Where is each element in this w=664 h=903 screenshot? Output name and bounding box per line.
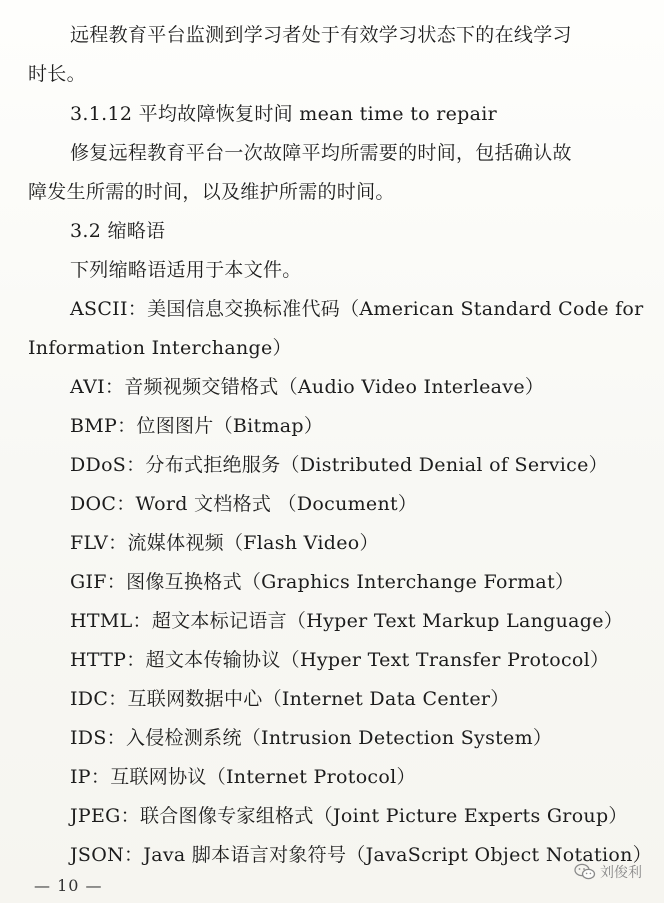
abbreviation-entry: BMP：位图图片（Bitmap） [70, 415, 324, 437]
abbreviation-entry: HTML：超文本标记语言（Hyper Text Markup Language） [70, 610, 624, 632]
abbreviation-entry: FLV：流媒体视频（Flash Video） [70, 532, 379, 554]
abbreviation-entry: JPEG：联合图像专家组格式（Joint Picture Experts Group） [70, 805, 628, 827]
abbreviation-entry: JSON：Java 脚本语言对象符号（JavaScript Object Notation） [70, 844, 652, 866]
paragraph-line: 时长。 [28, 63, 86, 85]
paragraph-line: 下列缩略语适用于本文件。 [70, 259, 302, 281]
paragraph-line: 障发生所需的时间，以及维护所需的时间。 [28, 181, 395, 203]
paragraph-line: 远程教育平台监测到学习者处于有效学习状态下的在线学习 [70, 24, 572, 46]
abbreviation-entry: Information Interchange） [28, 337, 292, 359]
section-heading: 3.2 缩略语 [70, 220, 166, 242]
abbreviation-entry: IP：互联网协议（Internet Protocol） [70, 766, 416, 788]
watermark [574, 862, 642, 882]
abbreviation-entry: AVI：音频视频交错格式（Audio Video Interleave） [70, 376, 545, 398]
abbreviation-entry: DOC：Word 文档格式 （Document） [70, 493, 418, 515]
watermark-text: 刘俊利 [600, 865, 642, 881]
section-heading: 3.1.12 平均故障恢复时间 mean time to repair [70, 103, 497, 125]
paragraph-line: 修复远程教育平台一次故障平均所需要的时间，包括确认故 [70, 142, 572, 164]
abbreviation-entry: ASCII：美国信息交换标准代码（American Standard Code for [70, 298, 644, 320]
abbreviation-entry: IDC：互联网数据中心（Internet Data Center） [70, 688, 510, 710]
wechat-icon [574, 863, 596, 881]
abbreviation-entry: IDS：入侵检测系统（Intrusion Detection System） [70, 727, 553, 749]
abbreviation-entry: DDoS：分布式拒绝服务（Distributed Denial of Service） [70, 454, 608, 476]
abbreviation-entry: GIF：图像互换格式（Graphics Interchange Format） [70, 571, 575, 593]
page-number: — 10 — [34, 876, 103, 895]
abbreviation-entry: HTTP：超文本传输协议（Hyper Text Transfer Protocol） [70, 649, 610, 671]
